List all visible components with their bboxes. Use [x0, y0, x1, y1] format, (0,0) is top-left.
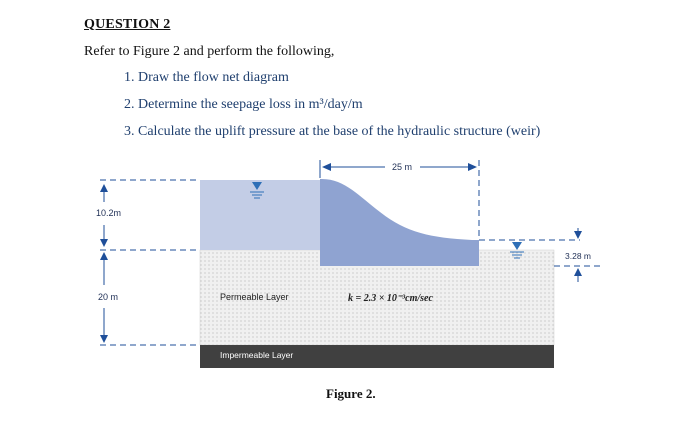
task-3: 3. Calculate the uplift pressure at the base of the hydraulic structure (weir) — [124, 124, 541, 139]
weir-structure — [320, 179, 479, 266]
task-1: 1. Draw the flow net diagram — [124, 70, 289, 85]
figure-caption: Figure 2. — [326, 386, 376, 401]
task-2: 2. Determine the seepage loss in m³/day/m — [124, 97, 363, 112]
permeability-coefficient: k = 2.3 × 10⁻³cm/sec — [348, 293, 433, 304]
downstream-depth-label: 3.28 m — [565, 251, 591, 261]
weir-length-label: 25 m — [392, 162, 413, 172]
layer-thickness-label: 20 m — [98, 292, 119, 302]
impermeable-layer-label: Impermeable Layer — [220, 350, 294, 360]
question-intro: Refer to Figure 2 and perform the following, — [84, 44, 335, 59]
question-title: QUESTION 2 — [84, 17, 171, 32]
upstream-head-label: 10.2m — [96, 208, 122, 218]
upstream-water — [200, 180, 320, 250]
permeable-layer-label: Permeable Layer — [220, 292, 289, 302]
